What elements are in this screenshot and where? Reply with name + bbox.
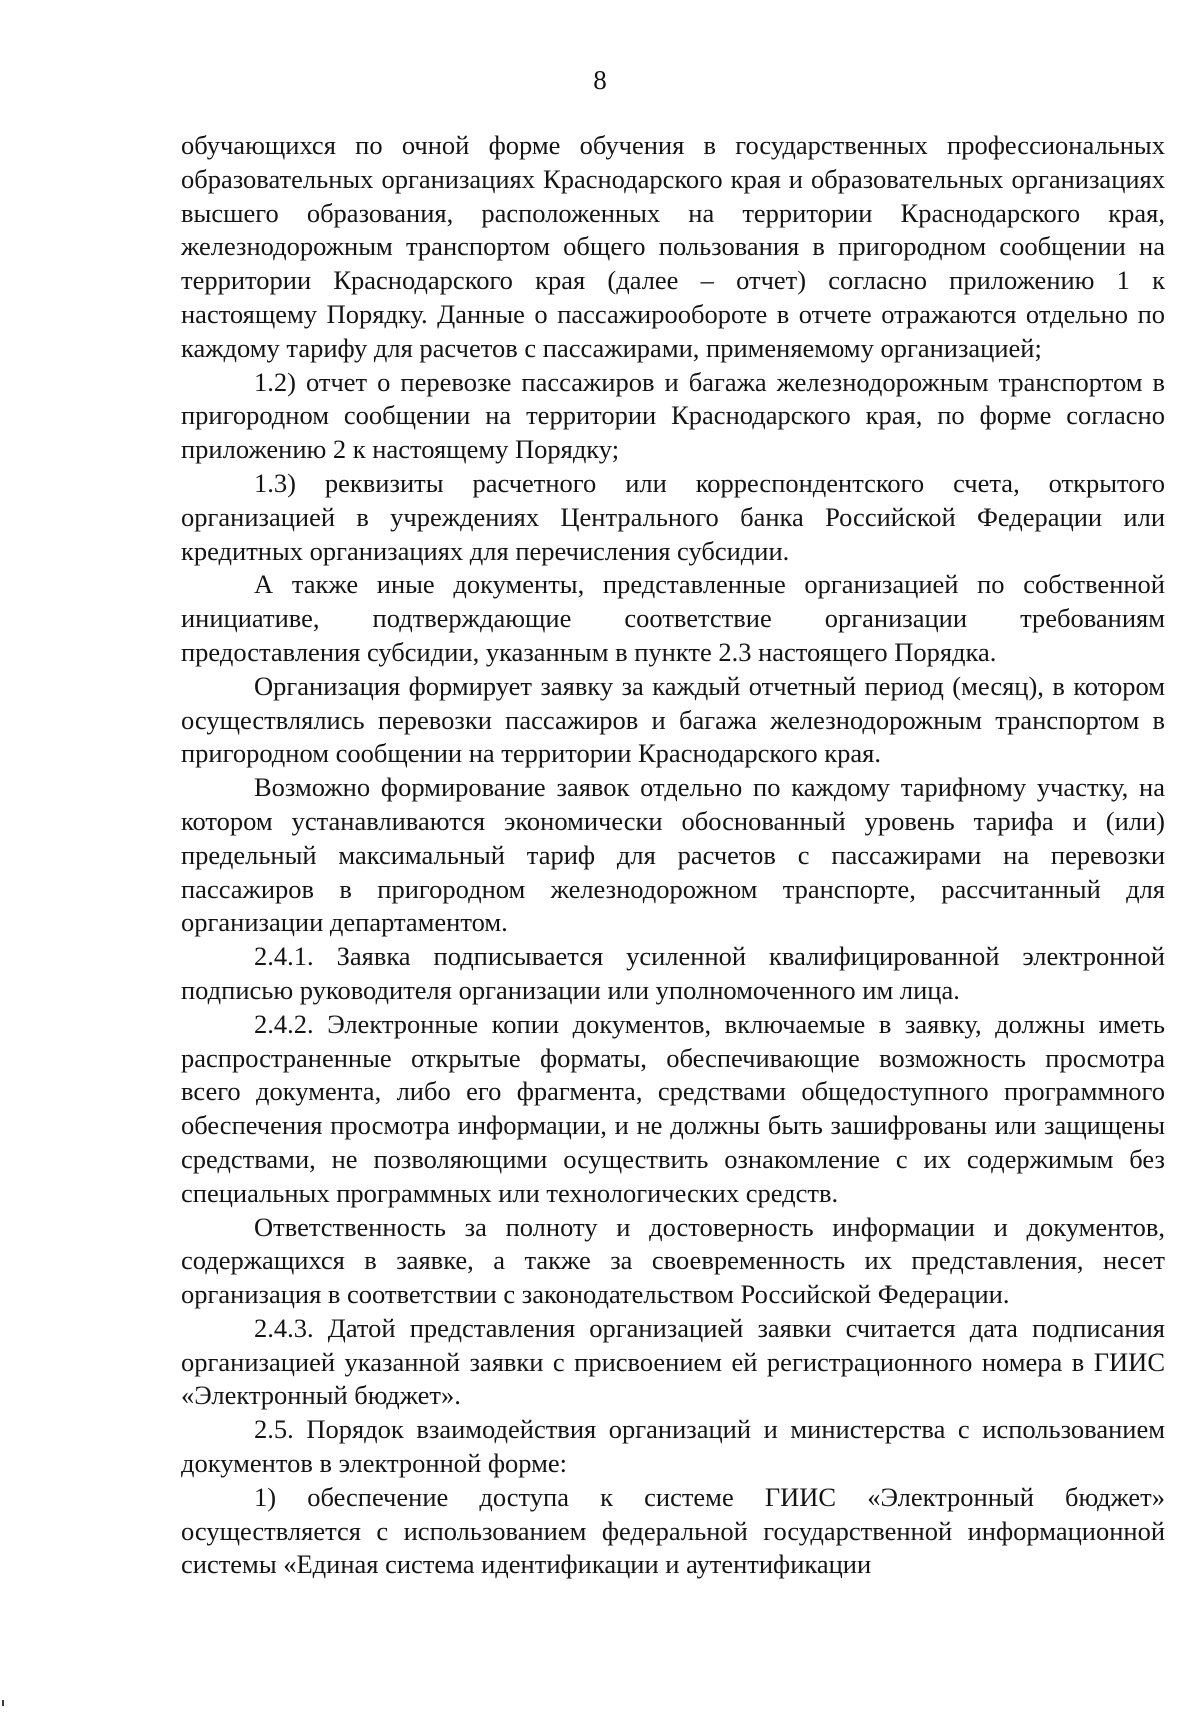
paragraph-item-1-2: 1.2) отчет о перевозке пассажиров и багажа железнодорожным транспортом в пригородном сообщении на территории Краснодарского края, по форме согласно приложению 2 к настоящему Порядку; [181, 366, 1165, 465]
paragraph-application-period: Организация формирует заявку за каждый отчетный период (месяц), в котором осуществлялись перевозки пассажиров и багажа железнодорожным транспортом в пригородном сообщении на территории Краснодарского края. [181, 670, 1165, 769]
paragraph-continuation: обучающихся по очной форме обучения в государственных профессиональных образовательных организациях Краснодарского края и образовательных организациях высшего образования, расположенных на территории Краснодарского края, железнодорожным транспортом общего пользования в пригородном сообщении на территории Краснодарского края (далее – отчет) согласно приложению 1 к настоящему Порядку. Данные о пассажирообороте в отчете отражаются отдельно по каждому тарифу для расчетов с пассажирами, применяемому организацией; [181, 130, 1165, 363]
scan-edge-mark [2, 1700, 4, 1706]
body-text [181, 129, 1165, 1582]
paragraph-responsibility: Ответственность за полноту и достоверность информации и документов, содержащихся в заявке, а также за своевременность их представления, несет организация в соответствии с законодательством Российской Федерации. [181, 1211, 1165, 1310]
paragraph-2-5: 2.5. Порядок взаимодействия организаций и министерства с использованием документов в электронной форме: [181, 1414, 1165, 1479]
paragraph-2-4-2: 2.4.2. Электронные копии документов, включаемые в заявку, должны иметь распространенные открытые форматы, обеспечивающие возможность просмотра всего документа, либо его фрагмента, средствами общедоступного программного обеспечения просмотра информации, и не должны быть зашифрованы или защищены средствами, не позволяющими осуществить ознакомление с их содержимым без специальных программных или технологических средств. [181, 1008, 1165, 1208]
paragraph-item-1-3: 1.3) реквизиты расчетного или корреспондентского счета, открытого организацией в учреждениях Центрального банка Российской Федерации или кредитных организациях для перечисления субсидии. [181, 467, 1165, 566]
paragraph-2-4-1: 2.4.1. Заявка подписывается усиленной квалифицированной электронной подписью руководителя организации или уполномоченного им лица. [181, 941, 1165, 1005]
paragraph-other-documents: А также иные документы, представленные организацией по собственной инициативе, подтверждающие соответствие организации требованиям предоставления субсидии, указанным в пункте 2.3 настоящего Порядка. [181, 569, 1165, 667]
paragraph-2-4-3: 2.4.3. Датой представления организацией заявки считается дата подписания организацией указанной заявки с присвоением ей регистрационного номера в ГИИС «Электронный бюджет». [181, 1312, 1165, 1411]
paragraph-tariff-sections: Возможно формирование заявок отдельно по каждому тарифному участку, на котором устанавливаются экономически обоснованный уровень тарифа и (или) предельный максимальный тариф для расчетов с пассажирами на перевозки пассажиров в пригородном железнодорожном транспорте, рассчитанный для организации департаментом. [181, 772, 1165, 938]
page-number: 8 [593, 65, 607, 95]
paragraph-item-1-access: 1) обеспечение доступа к системе ГИИС «Электронный бюджет» осуществляется с использованием федеральной государственной информационной системы «Единая система идентификации и аутентификации [181, 1481, 1165, 1580]
